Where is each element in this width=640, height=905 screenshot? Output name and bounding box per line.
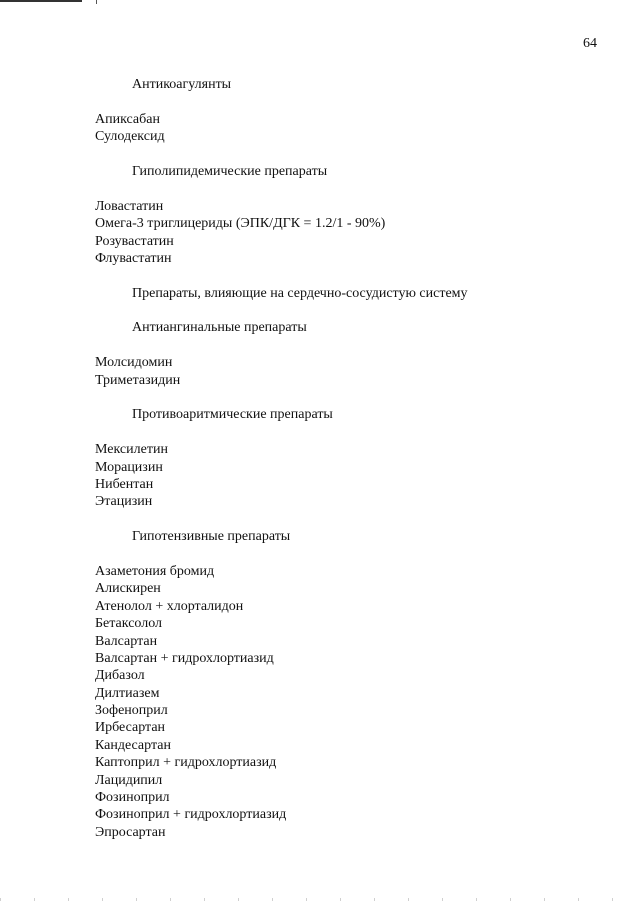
list-item: Молсидомин [95,355,173,371]
list-item: Розувастатин [95,233,174,249]
list-item: Лацидипил [95,772,163,788]
list-item: Апиксабан [95,111,160,127]
item-list [95,441,615,511]
top-rule [0,0,82,2]
list-item: Этацизин [95,494,153,510]
list-item: Дилтиазем [95,685,160,701]
item-list [95,111,615,146]
section-heading: Гиполипидемические препараты [132,163,328,179]
list-item: Морацизин [95,459,163,475]
section-hypolipidemic [95,163,615,285]
list-item: Валсартан [95,633,158,649]
section-anticoagulants [95,76,615,163]
list-item: Кандесартан [95,737,171,753]
list-item: Азаметония бромид [95,563,215,579]
list-item: Эпросартан [95,824,166,840]
list-item: Ирбесартан [95,720,166,736]
list-item: Мексилетин [95,442,168,458]
list-item: Валсартан + гидрохлортиазид [95,650,274,666]
list-item: Атенолол + хлорталидон [95,598,244,614]
list-item: Омега-3 триглицериды (ЭПК/ДГК = 1.2/1 - 90%) [95,216,386,232]
page-number: 64 [583,36,597,51]
item-list [95,198,615,268]
list-item: Фозиноприл + гидрохлортиазид [95,807,287,823]
top-tick [96,0,97,4]
item-list [95,563,615,841]
section-heading: Антикоагулянты [132,77,232,92]
bottom-scan-edge [0,898,640,901]
list-item: Зофеноприл [95,703,168,719]
list-item: Бетаксолол [95,616,163,632]
list-item: Фозиноприл [95,790,170,806]
section-antianginal [95,319,615,406]
section-heading: Антиангинальные препараты [132,320,307,336]
list-item: Алискирен [95,581,161,597]
list-item: Каптоприл + гидрохлортиазид [95,755,277,771]
list-item: Нибентан [95,476,154,492]
list-item: Триметазидин [95,372,181,388]
list-item: Сулодексид [95,129,165,145]
section-heading: Гипотензивные препараты [132,529,291,545]
section-antiarrhythmic [95,406,615,528]
list-item: Флувастатин [95,250,172,266]
section-cardiovascular [95,285,615,320]
list-item: Ловастатин [95,198,164,214]
list-item: Дибазол [95,668,145,684]
section-heading: Препараты, влияющие на сердечно-сосудистую систему [132,285,468,301]
section-heading: Противоаритмические препараты [132,407,333,423]
item-list [95,354,615,389]
section-antihypertensive [95,528,615,841]
drug-list [95,76,615,841]
